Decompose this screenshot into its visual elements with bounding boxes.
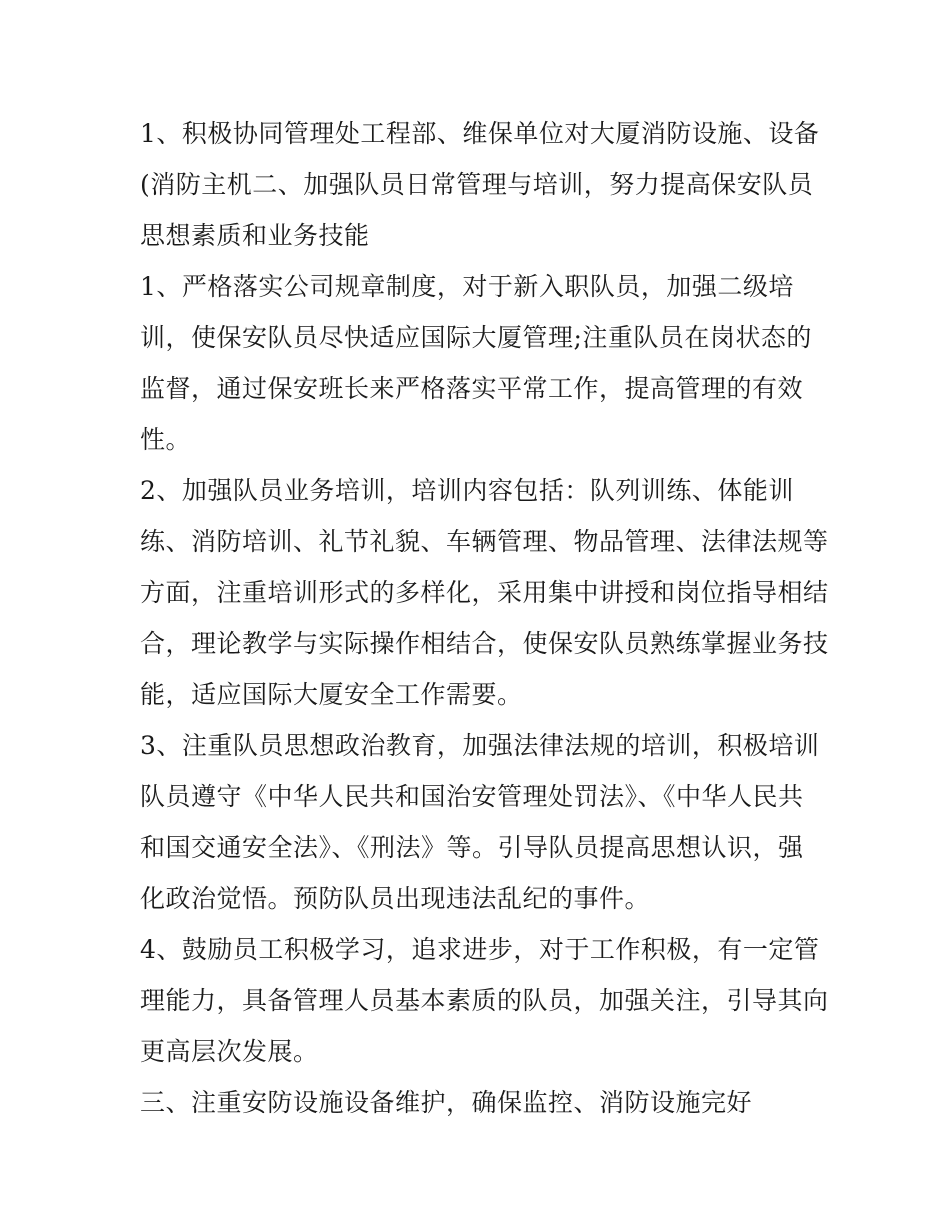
- text-line: 队员遵守《中华人民共和国治安管理处罚法》、《中华人民共: [140, 782, 804, 811]
- text-line: 更高层次发展。: [140, 1037, 319, 1066]
- text-line: 方面，注重培训形式的多样化，采用集中讲授和岗位指导相结: [140, 578, 829, 607]
- text-line: 思想素质和业务技能: [140, 221, 370, 250]
- document-body: [140, 108, 829, 1128]
- text-line: 监督，通过保安班长来严格落实平常工作，提高管理的有效: [140, 374, 804, 403]
- text-line: 性。: [140, 425, 192, 454]
- text-line: 化政治觉悟。预防队员出现违法乱纪的事件。: [140, 884, 651, 913]
- text-line: 2、加强队员业务培训，培训内容包括：队列训练、体能训: [140, 476, 794, 505]
- text-line: 和国交通安全法》、《刑法》等。引导队员提高思想认识，强: [140, 833, 804, 862]
- text-line: 1、积极协同管理处工程部、维保单位对大厦消防设施、设备: [140, 119, 820, 148]
- text-line: (消防主机二、加强队员日常管理与培训，努力提高保安队员: [140, 170, 814, 199]
- text-line: 训，使保安队员尽快适应国际大厦管理;注重队员在岗状态的: [140, 323, 812, 352]
- text-line: 3、注重队员思想政治教育，加强法律法规的培训，积极培训: [140, 731, 820, 760]
- text-line: 4、鼓励员工积极学习，追求进步，对于工作积极，有一定管: [140, 935, 820, 964]
- text-line: 1、严格落实公司规章制度，对于新入职队员，加强二级培: [140, 272, 794, 301]
- text-line: 练、消防培训、礼节礼貌、车辆管理、物品管理、法律法规等: [140, 527, 829, 556]
- text-line: 合，理论教学与实际操作相结合，使保安队员熟练掌握业务技: [140, 629, 829, 658]
- text-line: 三、注重安防设施设备维护，确保监控、消防设施完好: [140, 1088, 753, 1117]
- text-line: 理能力，具备管理人员基本素质的队员，加强关注，引导其向: [140, 986, 829, 1015]
- text-line: 能，适应国际大厦安全工作需要。: [140, 680, 523, 709]
